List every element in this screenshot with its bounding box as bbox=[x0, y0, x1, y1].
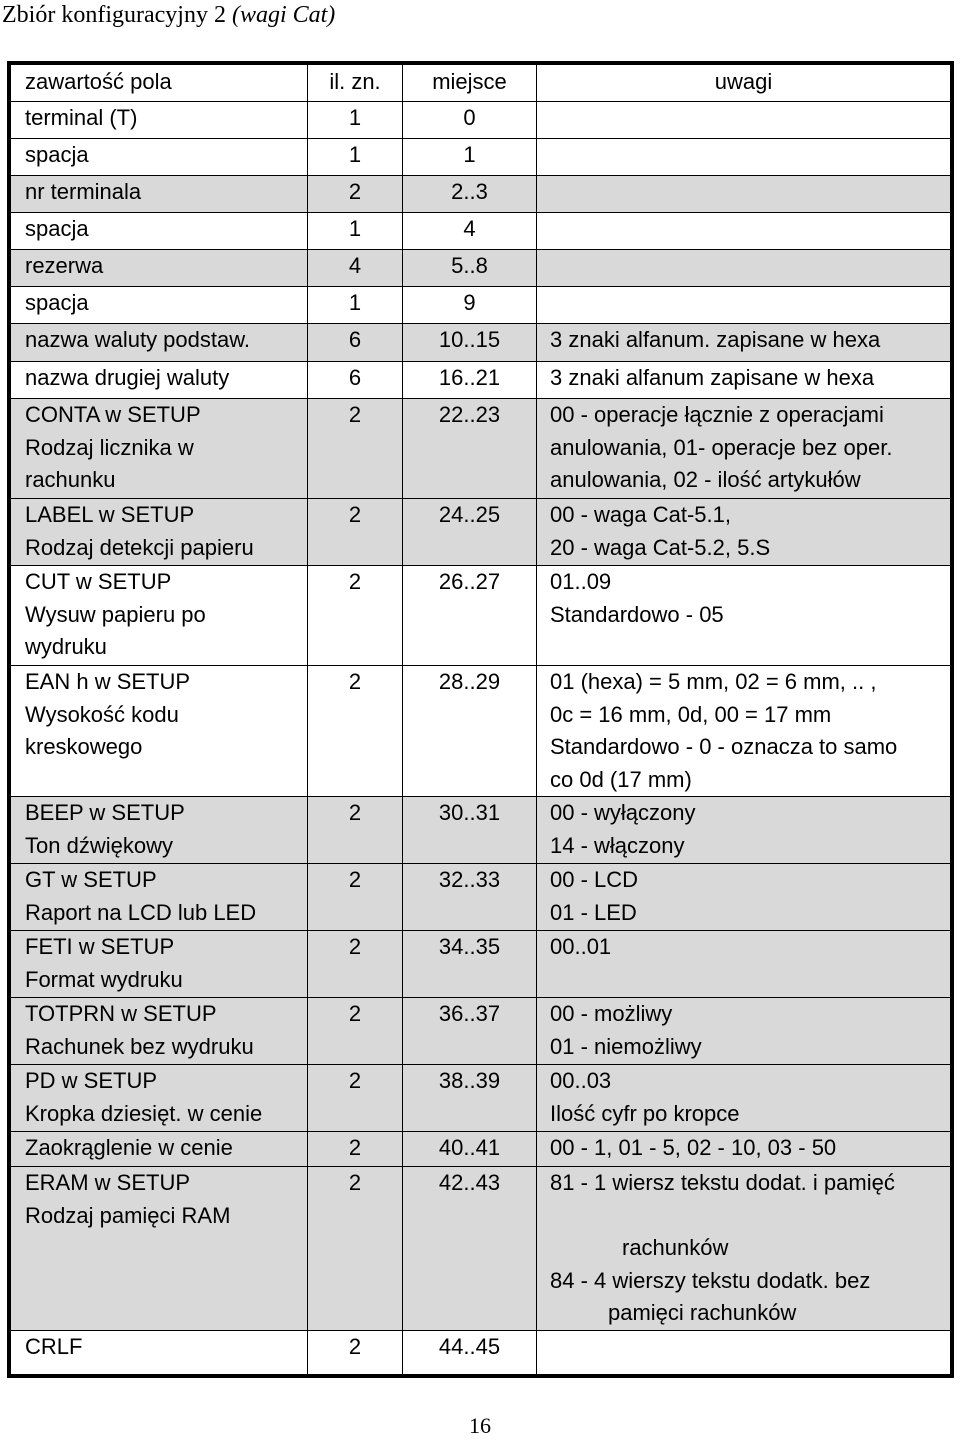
length-cell: 2 bbox=[308, 931, 403, 998]
notes-line: 84 - 4 wierszy tekstu dodatk. bez bbox=[550, 1267, 871, 1293]
field-name-cell bbox=[11, 797, 308, 864]
position-cell: 34..35 bbox=[403, 931, 537, 998]
position-cell: 10..15 bbox=[403, 324, 537, 362]
notes-line: 81 - 1 wiersz tekstu dodat. i pamięć bbox=[550, 1170, 895, 1195]
table-row bbox=[11, 399, 951, 499]
field-name-line: CRLF bbox=[25, 1333, 83, 1359]
position-cell: 9 bbox=[403, 287, 537, 324]
position-cell: 42..43 bbox=[403, 1167, 537, 1331]
position-cell: 36..37 bbox=[403, 998, 537, 1065]
length-cell: 2 bbox=[308, 399, 403, 499]
length-cell: 2 bbox=[308, 666, 403, 797]
table-row bbox=[11, 864, 951, 931]
notes-cell bbox=[537, 287, 951, 324]
field-name-cell bbox=[11, 176, 308, 213]
position-cell: 44..45 bbox=[403, 1330, 537, 1374]
notes-line: 00..01 bbox=[550, 934, 612, 959]
table-row bbox=[11, 931, 951, 998]
title-italic: (wagi Cat) bbox=[231, 2, 336, 28]
notes-cell bbox=[537, 931, 951, 998]
field-name-cell bbox=[11, 931, 308, 998]
position-cell: 5..8 bbox=[403, 250, 537, 287]
notes-cell bbox=[537, 1330, 951, 1374]
title-main: Zbiór konfiguracyjny 2 bbox=[2, 2, 226, 28]
position-cell: 28..29 bbox=[403, 666, 537, 797]
table-row bbox=[11, 499, 951, 566]
notes-line: 20 - waga Cat-5.2, 5.S bbox=[550, 534, 771, 560]
length-cell: 2 bbox=[308, 1065, 403, 1132]
table-row bbox=[11, 324, 951, 362]
config-table bbox=[7, 61, 954, 1378]
notes-line: 00 - waga Cat-5.1, bbox=[550, 502, 731, 527]
notes-line: rachunków bbox=[622, 1235, 729, 1260]
position-cell: 38..39 bbox=[403, 1065, 537, 1132]
table-row bbox=[11, 797, 951, 864]
notes-line: 3 znaki alfanum zapisane w hexa bbox=[550, 365, 875, 390]
header-position: miejsce bbox=[403, 65, 537, 102]
field-name-cell bbox=[11, 362, 308, 399]
field-name-line: Wysuw papieru po bbox=[25, 601, 206, 627]
field-name-cell bbox=[11, 324, 308, 362]
notes-cell bbox=[537, 864, 951, 931]
position-cell: 32..33 bbox=[403, 864, 537, 931]
field-name-line: ERAM w SETUP bbox=[25, 1170, 191, 1195]
table-row bbox=[11, 362, 951, 399]
position-cell: 40..41 bbox=[403, 1132, 537, 1167]
notes-cell bbox=[537, 176, 951, 213]
notes-line: Standardowo - 0 - oznacza to samo bbox=[550, 734, 898, 759]
field-name-line: spacja bbox=[25, 142, 89, 167]
notes-line: 3 znaki alfanum. zapisane w hexa bbox=[550, 327, 881, 352]
field-name-cell bbox=[11, 864, 308, 931]
notes-line: 01 - niemożliwy bbox=[550, 1033, 702, 1059]
length-cell: 2 bbox=[308, 566, 403, 666]
field-name-line: Raport na LCD lub LED bbox=[25, 899, 257, 925]
field-name-cell bbox=[11, 1330, 308, 1374]
field-name-cell bbox=[11, 1167, 308, 1331]
field-name-line: kreskowego bbox=[25, 734, 143, 759]
field-name-line: BEEP w SETUP bbox=[25, 800, 185, 825]
notes-cell bbox=[537, 499, 951, 566]
length-cell: 2 bbox=[308, 998, 403, 1065]
length-cell: 2 bbox=[308, 1132, 403, 1167]
field-name-line: nazwa drugiej waluty bbox=[25, 365, 230, 390]
notes-line: 00..03 bbox=[550, 1068, 612, 1093]
notes-line: 00 - 1, 01 - 5, 02 - 10, 03 - 50 bbox=[550, 1135, 837, 1160]
length-cell: 1 bbox=[308, 102, 403, 139]
notes-cell bbox=[537, 666, 951, 797]
field-name-cell bbox=[11, 566, 308, 666]
length-cell: 1 bbox=[308, 213, 403, 250]
length-cell: 4 bbox=[308, 250, 403, 287]
length-cell: 2 bbox=[308, 1167, 403, 1331]
field-name-line: nazwa waluty podstaw. bbox=[25, 327, 251, 352]
notes-cell bbox=[537, 998, 951, 1065]
table-row bbox=[11, 1065, 951, 1132]
length-cell: 1 bbox=[308, 287, 403, 324]
notes-line: 01 - LED bbox=[550, 899, 637, 925]
position-cell: 2..3 bbox=[403, 176, 537, 213]
length-cell: 2 bbox=[308, 499, 403, 566]
notes-line: 00 - LCD bbox=[550, 867, 639, 892]
notes-line bbox=[550, 1200, 950, 1233]
notes-line: Standardowo - 05 bbox=[550, 601, 724, 627]
field-name-line: Format wydruku bbox=[25, 966, 183, 992]
field-name-line: FETI w SETUP bbox=[25, 934, 175, 959]
notes-cell bbox=[537, 213, 951, 250]
table-row bbox=[11, 213, 951, 250]
field-name-line: EAN h w SETUP bbox=[25, 669, 191, 694]
notes-line: 01..09 bbox=[550, 569, 612, 594]
table-row bbox=[11, 1330, 951, 1374]
field-name-line: CONTA w SETUP bbox=[25, 402, 201, 427]
length-cell: 2 bbox=[308, 1330, 403, 1374]
position-cell: 26..27 bbox=[403, 566, 537, 666]
header-field: zawartość pola bbox=[11, 65, 308, 102]
field-name-line: rachunku bbox=[25, 467, 116, 492]
length-cell: 1 bbox=[308, 139, 403, 176]
notes-cell bbox=[537, 250, 951, 287]
notes-cell bbox=[537, 1065, 951, 1132]
field-name-cell bbox=[11, 399, 308, 499]
notes-line: anulowania, 02 - ilość artykułów bbox=[550, 467, 861, 492]
notes-line: pamięci rachunków bbox=[608, 1300, 797, 1325]
position-cell: 0 bbox=[403, 102, 537, 139]
table-header-row bbox=[11, 65, 951, 102]
field-name-line: CUT w SETUP bbox=[25, 569, 172, 594]
field-name-line: Wysokość kodu bbox=[25, 701, 179, 727]
notes-line: 01 (hexa) = 5 mm, 02 = 6 mm, .. , bbox=[550, 669, 877, 694]
notes-line: 0c = 16 mm, 0d, 00 = 17 mm bbox=[550, 701, 832, 727]
field-name-line: Zaokrąglenie w cenie bbox=[25, 1135, 233, 1160]
field-name-cell bbox=[11, 213, 308, 250]
notes-line: anulowania, 01- operacje bez oper. bbox=[550, 434, 893, 460]
field-name-line: spacja bbox=[25, 216, 89, 241]
notes-cell bbox=[537, 362, 951, 399]
notes-cell bbox=[537, 102, 951, 139]
position-cell: 4 bbox=[403, 213, 537, 250]
field-name-cell bbox=[11, 1065, 308, 1132]
field-name-cell bbox=[11, 250, 308, 287]
field-name-cell bbox=[11, 287, 308, 324]
table-row bbox=[11, 102, 951, 139]
position-cell: 16..21 bbox=[403, 362, 537, 399]
field-name-line: Rodzaj pamięci RAM bbox=[25, 1202, 231, 1228]
page-number: 16 bbox=[469, 1413, 491, 1438]
field-name-line: Kropka dziesięt. w cenie bbox=[25, 1100, 263, 1126]
field-name-line: wydruku bbox=[25, 634, 107, 659]
field-name-line: Rodzaj detekcji papieru bbox=[25, 534, 254, 560]
field-name-line: LABEL w SETUP bbox=[25, 502, 195, 527]
field-name-line: TOTPRN w SETUP bbox=[25, 1001, 217, 1026]
field-name-line: Rodzaj licznika w bbox=[25, 434, 194, 460]
field-name-line: terminal (T) bbox=[25, 105, 138, 130]
length-cell: 6 bbox=[308, 362, 403, 399]
field-name-cell bbox=[11, 139, 308, 176]
length-cell: 6 bbox=[308, 324, 403, 362]
length-cell: 2 bbox=[308, 864, 403, 931]
field-name-cell bbox=[11, 666, 308, 797]
notes-line: 00 - możliwy bbox=[550, 1001, 673, 1026]
table-row bbox=[11, 176, 951, 213]
field-name-line: nr terminala bbox=[25, 179, 142, 204]
header-notes: uwagi bbox=[537, 65, 951, 102]
field-name-line: rezerwa bbox=[25, 253, 104, 278]
position-cell: 1 bbox=[403, 139, 537, 176]
notes-line: 00 - operacje łącznie z operacjami bbox=[550, 402, 884, 427]
field-name-line: GT w SETUP bbox=[25, 867, 157, 892]
notes-line: co 0d (17 mm) bbox=[550, 766, 692, 792]
notes-line: 14 - włączony bbox=[550, 832, 685, 858]
notes-line: 00 - wyłączony bbox=[550, 800, 696, 825]
table-row bbox=[11, 287, 951, 324]
position-cell: 24..25 bbox=[403, 499, 537, 566]
field-name-line: Rachunek bez wydruku bbox=[25, 1033, 254, 1059]
table-row bbox=[11, 1167, 951, 1331]
field-name-line: spacja bbox=[25, 290, 89, 315]
notes-cell bbox=[537, 1167, 951, 1331]
field-name-cell bbox=[11, 1132, 308, 1167]
document-title bbox=[2, 0, 335, 30]
table-row bbox=[11, 139, 951, 176]
header-length: il. zn. bbox=[308, 65, 403, 102]
table-row bbox=[11, 250, 951, 287]
notes-cell bbox=[537, 324, 951, 362]
notes-cell bbox=[537, 139, 951, 176]
notes-cell bbox=[537, 399, 951, 499]
table-row bbox=[11, 666, 951, 797]
table-row bbox=[11, 566, 951, 666]
field-name-cell bbox=[11, 499, 308, 566]
field-name-line: PD w SETUP bbox=[25, 1068, 158, 1093]
position-cell: 30..31 bbox=[403, 797, 537, 864]
length-cell: 2 bbox=[308, 176, 403, 213]
notes-cell bbox=[537, 1132, 951, 1167]
field-name-cell bbox=[11, 102, 308, 139]
position-cell: 22..23 bbox=[403, 399, 537, 499]
notes-line: Ilość cyfr po kropce bbox=[550, 1100, 740, 1126]
field-name-cell bbox=[11, 998, 308, 1065]
notes-cell bbox=[537, 797, 951, 864]
field-name-line: Ton dźwiękowy bbox=[25, 832, 173, 858]
table-row bbox=[11, 1132, 951, 1167]
length-cell: 2 bbox=[308, 797, 403, 864]
table-row bbox=[11, 998, 951, 1065]
notes-cell bbox=[537, 566, 951, 666]
